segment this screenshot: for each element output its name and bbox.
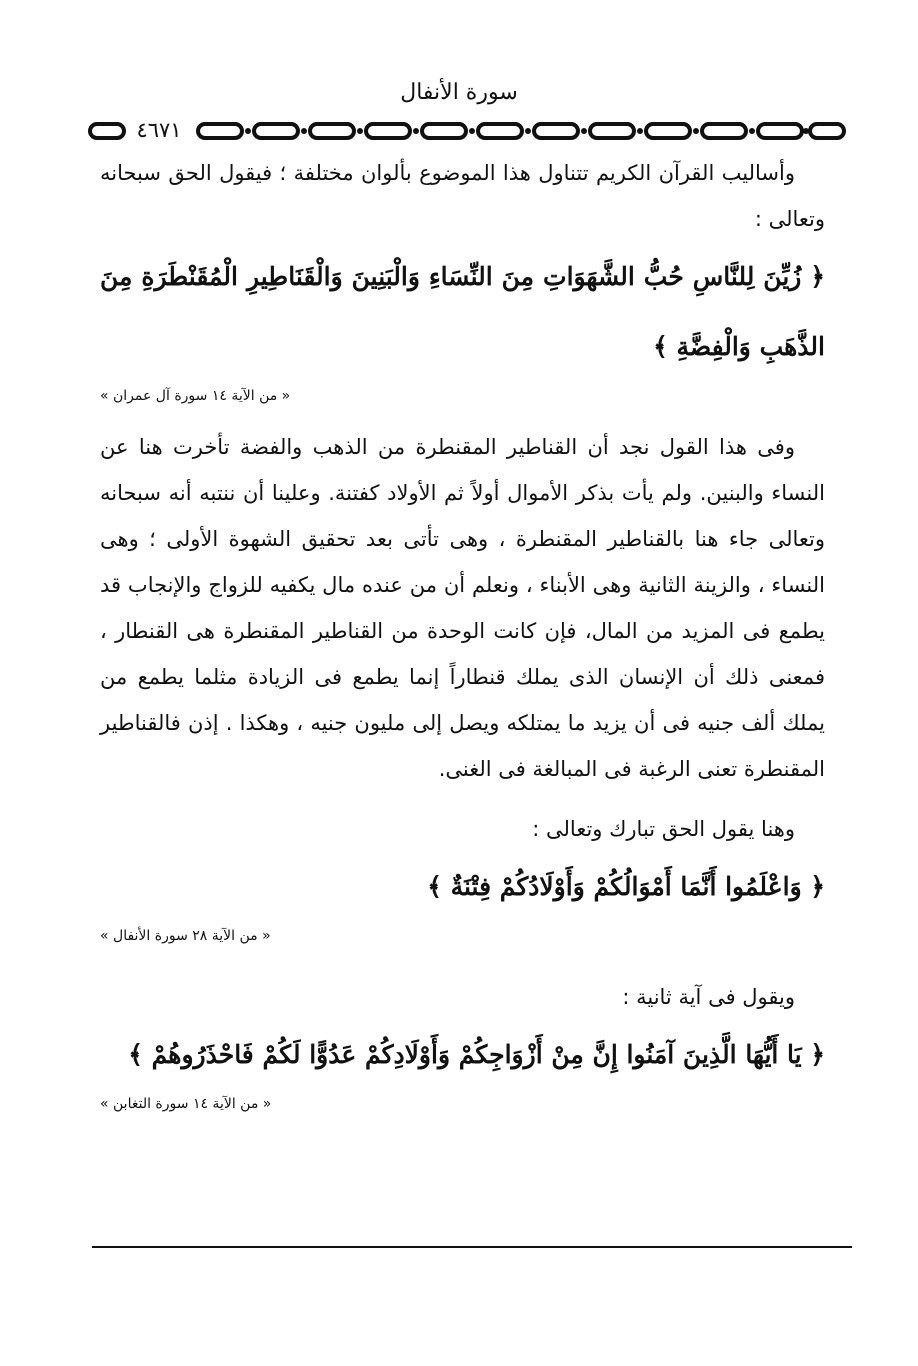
paragraph-explanation: وفى هذا القول نجد أن القناطير المقنطرة من الذهب والفضة تأخرت هنا عن النساء والبنين. ولم يأت بذكر الأموال أولاً ثم الأولاد كفتنة. وعلينا أن ننتبه أنه سبحانه وتعالى جاء هنا بالقناطير المقنطرة ، وهى تأتى بعد تحقيق الشهوة الأولى ؛ وهى النساء ، والزينة الثانية وهى الأبناء ، ونعلم أن من عنده مال يكفيه للزواج والإنجاب قد يطمع فى المزيد من المال، فإن كانت الوحدة من القناطير المقنطرة هى القنطار ، فمعنى ذلك أن الإنسان الذى يملك قنطاراً إنما يطمع فى الزيادة مثلما يطمع من يملك ألف جنيه فى أن يزيد ما يمتلكه ويصل إلى مليون جنيه ، وهكذا . إذن فالقناطير المقنطرة تعنى الرغبة فى المبالغة فى الغنى. — [100, 435, 825, 781]
footer-divider — [92, 1246, 852, 1248]
quran-verse-al-anfal: ﴿ وَاعْلَمُوا أَنَّمَا أَمْوَالُكُمْ وَأَوْلَادُكُمْ فِتْنَةٌ ﴾ — [427, 872, 825, 901]
page-body — [100, 150, 825, 1118]
paragraph-transition-1: وهنا يقول الحق تبارك وتعالى : — [532, 817, 795, 841]
paragraph-transition-2: ويقول فى آية ثانية : — [622, 985, 795, 1009]
header-ornament-border — [88, 120, 848, 142]
verse-reference-at-taghabun: « من الآية ١٤ سورة التغابن » — [100, 1096, 272, 1112]
page-number: ٤٦٧١ — [128, 116, 190, 144]
verse-reference-al-anfal: « من الآية ٢٨ سورة الأنفال » — [100, 928, 271, 944]
quran-verse-at-taghabun: ﴿ يَا أَيُّهَا الَّذِينَ آمَنُوا إِنَّ مِنْ أَزْوَاجِكُمْ وَأَوْلَادِكُمْ عَدُوًّا لَكُمْ فَاحْذَرُوهُمْ ﴾ — [128, 1040, 825, 1069]
quran-verse-al-imran: ﴿ زُيِّنَ لِلنَّاسِ حُبُّ الشَّهَوَاتِ مِنَ النِّسَاءِ وَالْبَنِينَ وَالْقَنَاطِيرِ الْمُقَنْطَرَةِ مِنَ الذَّهَبِ وَالْفِضَّةِ ﴾ — [100, 262, 825, 361]
paragraph-intro: وأساليب القرآن الكريم تتناول هذا الموضوع بألوان مختلفة ؛ فيقول الحق سبحانه وتعالى : — [100, 161, 825, 231]
verse-reference-al-imran: « من الآية ١٤ سورة آل عمران » — [100, 388, 291, 404]
page-title: سورة الأنفال — [400, 80, 518, 105]
